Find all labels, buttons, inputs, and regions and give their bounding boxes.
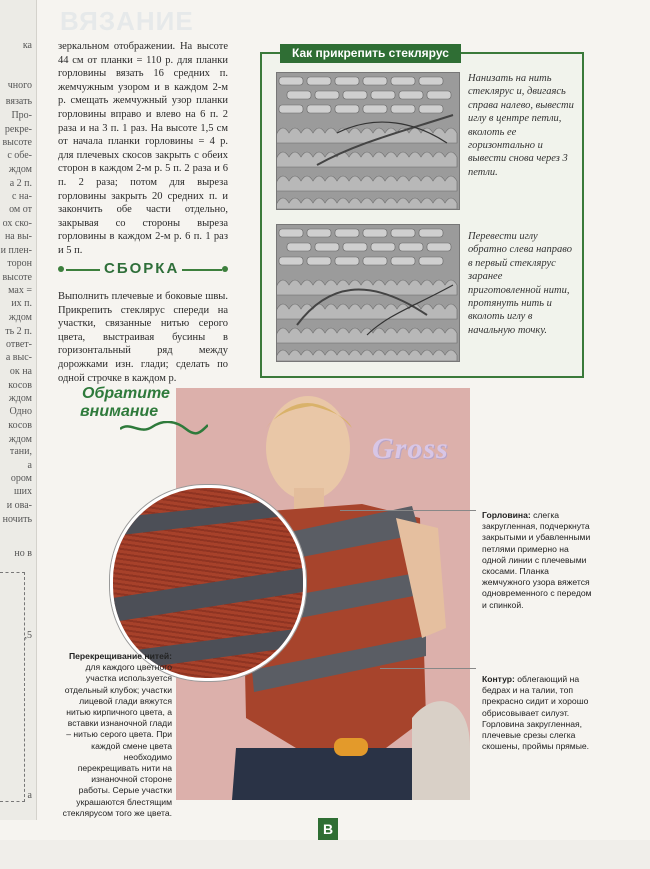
knit-swatch-illustration: [277, 225, 459, 361]
crossing-caption: [62, 651, 172, 819]
left-page-text-fragment: Одно: [9, 406, 32, 417]
page-letter: В: [318, 818, 338, 840]
left-page-text-fragment: ом от: [9, 204, 32, 215]
knit-detail-illustration: [113, 488, 303, 678]
left-page-text-fragment: торон: [7, 258, 32, 269]
section-title: СБОРКА: [104, 260, 180, 277]
left-page-text-fragment: их п.: [11, 298, 32, 309]
left-page-text-fragment: ором: [10, 473, 32, 484]
faded-header-logo: ВЯЗАНИЕ: [60, 6, 194, 36]
heading-rule-right: [182, 269, 222, 271]
left-page-text-fragment: ших: [13, 486, 32, 497]
left-page-text-fragment: и ова-: [6, 500, 32, 511]
neck-caption: [482, 510, 594, 611]
heading-dot-right: [222, 266, 228, 272]
neck-caption-title: Горловина:: [482, 510, 531, 520]
assembly-text: Выполнить плечевые и боковые швы. Прикрепить стеклярус спереди на участки, связанные нитью серого цвета, выстраивая бусины в горизонтальный ряд между дорожками изн. глади; сделать по одной строчке в каждом р.: [58, 291, 228, 384]
knit-swatch-step2: [276, 224, 460, 362]
gross-watermark: Gross: [372, 432, 449, 465]
left-page-text-fragment: а выс-: [5, 352, 32, 363]
instructions-text: зеркальном отображении. На высоте 44 см от планки = 110 р. для планки горловины вязать 16 средних п. жемчужным узором и в каждом 2-м р. смещать жемчужный узор планки горловины вправо и влево на 6 п. 2 раза и на 3 п. 1 раз. На высоте 1,5 см от начала планки горловины = 4 р. для плечевых скосов закрыть с обеих сторон в каждом 2-м р. 5 п. 2 раза и 6 п. 2 раза; потом для выреза горловины закрыть 20 средних п. и закончить обе части отдельно, закрывая со стороны выреза горловины в каждом 2-м р. 6 п. 1 раз и 5 п.: [58, 41, 228, 256]
howto-title: Как прикрепить стеклярус: [280, 44, 461, 63]
left-page-text-fragment: ждом: [8, 312, 32, 323]
crossing-caption-text: для каждого цветного участка используется отдельный клубок; участки лицевой глади вяжутся нитью кирпичного цвета, а вставки изнаночной глади – нитью серого цвета. При каждой смене цвета необходимо перекрещивать нити на изнаночной стороне работы. Серые участки украшаются блестящим стеклярусом того же цвета.: [62, 662, 172, 818]
left-page-text-fragment: ,5: [24, 630, 32, 641]
left-page-edge: [0, 0, 37, 820]
left-page-text-fragment: и плен-: [0, 245, 32, 256]
left-page-text-fragment: а 2 п.: [9, 178, 32, 189]
left-page-text-fragment: мах =: [8, 285, 32, 296]
crossing-caption-title: Перекрещивание нитей:: [68, 651, 172, 661]
left-page-text-fragment: ть 2 п.: [5, 326, 32, 337]
left-page-text-fragment: на вы-: [4, 231, 32, 242]
attention-line2: внимание: [80, 403, 159, 420]
left-page-text-fragment: ок на: [9, 366, 32, 377]
contour-leader-line: [380, 668, 476, 669]
left-page-text-fragment: а: [27, 790, 32, 801]
left-page-text-fragment: ка: [22, 40, 32, 51]
attention-line1: Обратите: [82, 385, 170, 402]
left-page-text-fragment: ох ско-: [2, 218, 32, 229]
howto-step2-text: Перевести иглу обратно слева направо в первый стеклярус заранее приготовленной нити, протянуть нить и вколоть иглу в начальную точку.: [468, 231, 572, 336]
left-page-text-fragment: тани,: [9, 446, 32, 457]
contour-caption-title: Контур:: [482, 674, 515, 684]
left-page-text-fragment: с обе-: [7, 150, 32, 161]
left-page-text-fragment: косов: [8, 420, 32, 431]
left-page-text-fragment: ждом: [8, 393, 32, 404]
left-page-text-fragment: но в: [14, 548, 32, 559]
heading-rule-left: [66, 269, 100, 271]
neck-leader-line: [340, 510, 476, 511]
left-page-text-fragment: ночить: [2, 514, 32, 525]
knit-swatch-step1: [276, 72, 460, 210]
squiggle-decoration: [120, 421, 208, 435]
left-page-text-fragment: чного: [7, 80, 32, 91]
left-page-frame: [0, 572, 25, 802]
howto-panel: [260, 52, 584, 378]
attention-label: [78, 385, 208, 435]
left-page-text-fragment: ждом: [8, 434, 32, 445]
left-page-text-fragment: рекре-: [4, 124, 32, 135]
neck-caption-text: слегка закругленная, подчеркнута закрытыми и убавленными петлями примерно на одной линии с плечевыми скосами. Планка жемчужного узора вяжется одновременного с передом и спинкой.: [482, 510, 592, 610]
left-page-text-fragment: ответ-: [5, 339, 32, 350]
left-page-text-fragment: а: [27, 460, 32, 471]
section-heading: [58, 258, 228, 284]
knit-swatch-illustration: [277, 73, 459, 209]
contour-caption-text: облегающий на бедрах и на талии, топ прекрасно сидит и хорошо обрисовывает силуэт. Горловина закругленная, плечевые срезы слегка скошены, проймы прямые.: [482, 674, 590, 752]
left-page-text-fragment: с на-: [11, 191, 32, 202]
heading-dot-left: [58, 266, 64, 272]
contour-caption: [482, 674, 594, 752]
left-page-text-fragment: Про-: [11, 110, 32, 121]
left-page-text-fragment: косов: [8, 380, 32, 391]
left-page-text-fragment: высоте: [2, 272, 32, 283]
howto-step1-text: Нанизать на нить стеклярус и, двигаясь справа налево, вывести иглу в центре петли, вколоть ее горизонтально и вывести снова через 3 петли.: [468, 73, 574, 178]
left-page-text-fragment: вязать: [5, 96, 32, 107]
bottom-margin: [0, 840, 650, 869]
left-page-text-fragment: высоте: [2, 137, 32, 148]
left-page-text-fragment: ждом: [8, 164, 32, 175]
